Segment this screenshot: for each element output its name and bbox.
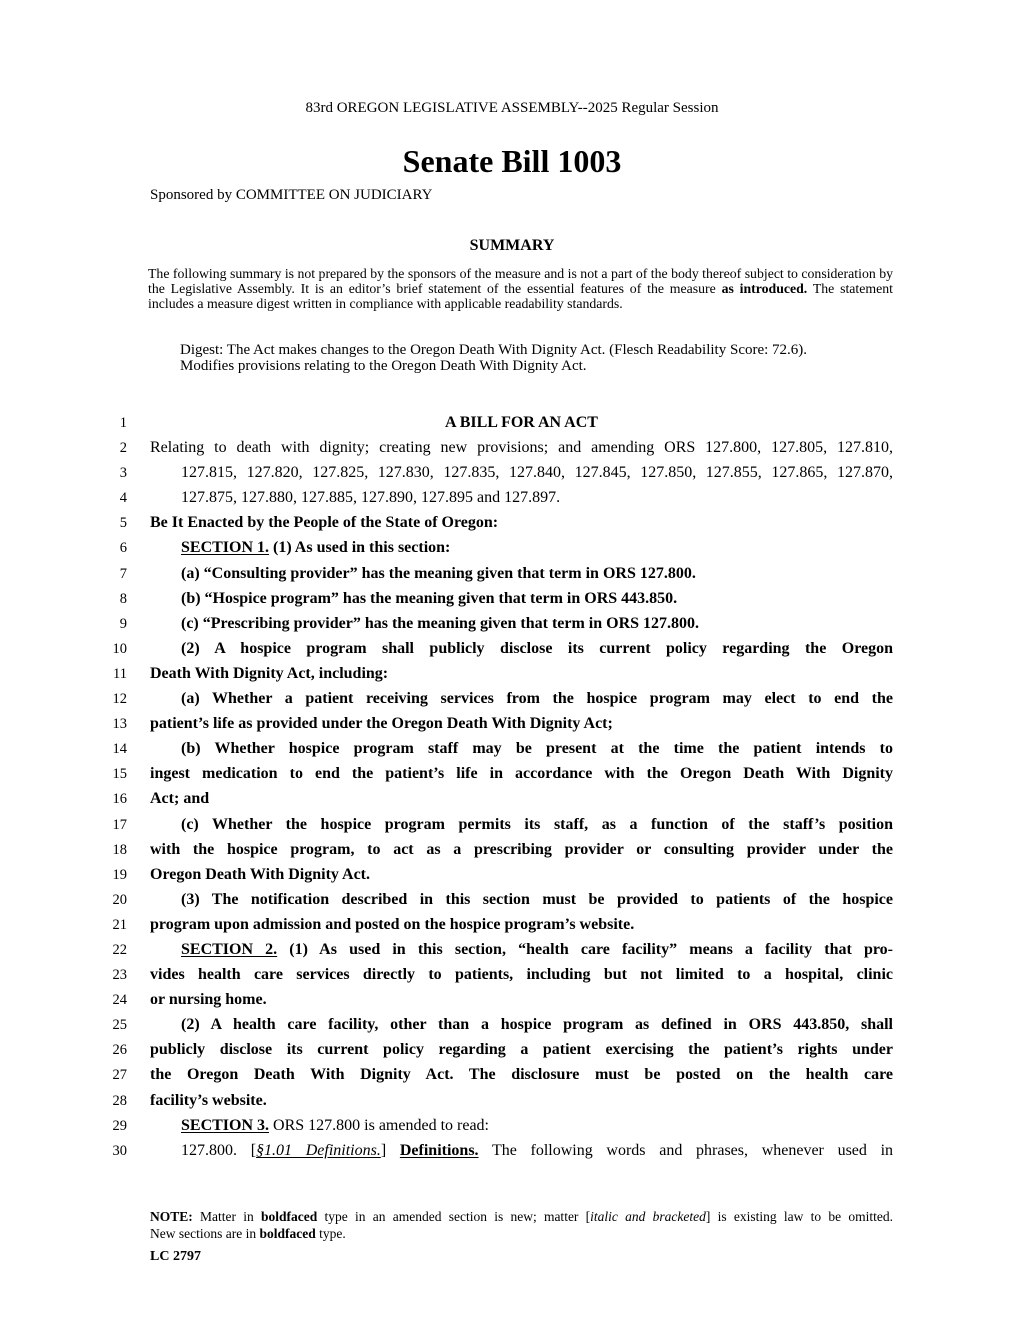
- bold-text: SECTION 3.: [181, 1116, 270, 1134]
- line-number: 25: [112, 1017, 127, 1034]
- bill-line: [0, 435, 1024, 460]
- line-content: [150, 812, 893, 837]
- bold-text: program upon admission and posted on the hospice program’s website.: [150, 915, 635, 933]
- bold-text: Act; and: [150, 790, 210, 808]
- bold-text: Be It Enacted by the People of the State of Oregon:: [150, 514, 499, 532]
- line-content: [150, 460, 893, 485]
- line-number: 30: [112, 1142, 127, 1159]
- note-line: [150, 1209, 893, 1226]
- bold-text: boldfaced: [259, 1225, 316, 1241]
- bold-text: (b) Whether hospice program staff may be present at the time the patient intends to: [181, 740, 893, 758]
- bill-line: [0, 862, 1024, 887]
- bold-text: (b) “Hospice program” has the meaning given that term in ORS 443.850.: [181, 589, 678, 607]
- line-number: 16: [112, 791, 127, 808]
- line-number: 8: [119, 590, 127, 607]
- line-number: 20: [112, 891, 127, 908]
- bill-line: [0, 912, 1024, 937]
- bill-body: [0, 410, 1024, 1163]
- line-content: [150, 661, 893, 686]
- line-content: [150, 686, 893, 711]
- bill-line: [0, 636, 1024, 661]
- line-number: 17: [112, 816, 127, 833]
- text-run: ORS 127.800 is amended to read:: [269, 1116, 489, 1134]
- bold-text: the Oregon Death With Dignity Act. The disclosure must be posted on the health care: [150, 1066, 893, 1084]
- bill-line: [0, 611, 1024, 636]
- line-number: 14: [112, 741, 127, 758]
- bold-text: as introduced.: [721, 281, 808, 296]
- text-run: The following summary is not prepared by the sponsors of the measure and is not a part of the body thereof subject to consideration by the Legislative Assembly. It is an editor’s brief statement of the essential features of the measure: [148, 266, 893, 296]
- line-number: 5: [119, 515, 127, 532]
- line-number: 2: [119, 440, 127, 457]
- line-number: 28: [112, 1092, 127, 1109]
- text-run: 127.875, 127.880, 127.885, 127.890, 127.895 and 127.897.: [181, 489, 561, 507]
- line-number: 3: [119, 465, 127, 482]
- text-run: The following words and phrases, whenever used in: [478, 1141, 894, 1159]
- line-number: 13: [112, 716, 127, 733]
- bold-text: Oregon Death With Dignity Act.: [150, 865, 371, 883]
- note-block: [150, 1209, 893, 1242]
- line-number: 1: [119, 415, 127, 431]
- line-number: 19: [112, 866, 127, 883]
- digest-paragraph: Digest: The Act makes changes to the Oregon Death With Dignity Act. (Flesch Readability Score: 72.6).: [180, 342, 808, 358]
- line-number: 22: [112, 941, 127, 958]
- bold-text: vides health care services directly to patients, including but not limited to a hospital, clinic: [150, 966, 893, 984]
- bold-text: publicly disclose its current policy regarding a patient exercising the patient’s rights under: [150, 1041, 893, 1059]
- line-content: [150, 786, 893, 811]
- bold-text: NOTE:: [150, 1209, 193, 1224]
- bill-line: [0, 535, 1024, 560]
- line-number: 6: [119, 540, 127, 557]
- bill-line: [0, 1088, 1024, 1113]
- line-content: [150, 510, 893, 535]
- bill-line: [0, 761, 1024, 786]
- bill-line: [0, 561, 1024, 586]
- bold-text: patient’s life as provided under the Oregon Death With Dignity Act;: [150, 715, 613, 733]
- line-content: [150, 761, 893, 786]
- bill-line: [0, 786, 1024, 811]
- bold-text: (a) “Consulting provider” has the meaning given that term in ORS 127.800.: [181, 564, 696, 582]
- bold-text: (2) A health care facility, other than a hospice program as defined in ORS 443.850, shall: [181, 1016, 893, 1034]
- session-header: 83rd OREGON LEGISLATIVE ASSEMBLY--2025 Regular Session: [305, 100, 719, 116]
- bill-title: Senate Bill 1003: [402, 143, 622, 179]
- line-content: [150, 962, 893, 987]
- line-number: 4: [119, 490, 127, 507]
- line-content: [150, 561, 893, 586]
- line-content: [150, 636, 893, 661]
- bold-text: (c) “Prescribing provider” has the meaning given that term in ORS 127.800.: [181, 614, 700, 632]
- line-content: [150, 1113, 893, 1138]
- bill-line: [0, 711, 1024, 736]
- bill-line: [0, 460, 1024, 485]
- bold-text: boldfaced: [261, 1209, 318, 1224]
- line-content: [150, 862, 893, 887]
- line-number: 26: [112, 1042, 127, 1059]
- line-content: [150, 1138, 893, 1163]
- digest-block: [150, 342, 893, 375]
- line-content: [150, 736, 893, 761]
- line-number: 11: [113, 665, 127, 682]
- bold-text: SECTION 2.: [181, 940, 278, 958]
- bold-text: ingest medication to end the patient’s life in accordance with the Oregon Death With Dignity: [150, 765, 893, 783]
- digest-paragraph: Modifies provisions relating to the Oregon Death With Dignity Act.: [180, 358, 587, 375]
- line-number: 15: [112, 766, 127, 783]
- line-content: [150, 1062, 893, 1087]
- line-content: [150, 987, 893, 1012]
- line-content: [150, 485, 893, 510]
- line-number: 23: [112, 967, 127, 984]
- bill-line: [0, 1037, 1024, 1062]
- summary-heading: SUMMARY: [469, 237, 555, 254]
- bold-text: (3) The notification described in this section must be provided to patients of the hospice: [181, 890, 893, 908]
- line-content: [150, 837, 893, 862]
- line-content: [150, 410, 893, 435]
- text-run: type in an amended section is new; matter [: [317, 1209, 591, 1224]
- bill-line: [0, 485, 1024, 510]
- bill-line: [0, 510, 1024, 535]
- line-number: 12: [112, 691, 127, 708]
- line-content: [150, 611, 893, 636]
- line-content: [150, 937, 893, 962]
- bill-line: [0, 410, 1024, 435]
- line-number: 9: [119, 615, 127, 632]
- bold-text: or nursing home.: [150, 991, 267, 1009]
- bill-line: [0, 1062, 1024, 1087]
- italic-text: §1.01 Definitions.: [256, 1141, 381, 1159]
- line-content: [150, 1037, 893, 1062]
- line-content: [150, 1088, 893, 1113]
- line-content: [150, 586, 893, 611]
- bill-line: [0, 736, 1024, 761]
- text-run: ] is existing law to be omitted.: [705, 1209, 893, 1224]
- bill-line: [0, 1113, 1024, 1138]
- text-run: Relating to death with dignity; creating new provisions; and amending ORS 127.800, 127.805, 127.810,: [150, 439, 893, 457]
- bill-line: [0, 1138, 1024, 1163]
- bold-text: (1) As used in this section, “health care facility” means a facility that pro-: [277, 940, 893, 958]
- bill-line: [0, 837, 1024, 862]
- bold-text: facility’s website.: [150, 1091, 267, 1109]
- bold-text: SECTION 1.: [181, 539, 270, 557]
- text-run: 127.815, 127.820, 127.825, 127.830, 127.835, 127.840, 127.845, 127.850, 127.855, 127.865, 127.870,: [181, 464, 893, 482]
- bold-text: A BILL FOR AN ACT: [445, 414, 598, 431]
- bold-text: Definitions.: [399, 1141, 479, 1159]
- bold-text: with the hospice program, to act as a prescribing provider or consulting provider under the: [150, 840, 893, 858]
- bill-line: [0, 661, 1024, 686]
- line-number: 29: [112, 1117, 127, 1134]
- text-run: New sections are in: [150, 1225, 260, 1241]
- text-run: Matter in: [192, 1209, 261, 1224]
- line-number: 10: [112, 640, 127, 657]
- bill-line: [0, 686, 1024, 711]
- text-run: The statement includes a measure digest written in compliance with applicable readability standards.: [148, 281, 893, 311]
- text-run: ]: [380, 1141, 400, 1159]
- bold-text: Death With Dignity Act, including:: [150, 664, 389, 682]
- bill-line: [0, 812, 1024, 837]
- sponsored-by-line: Sponsored by COMMITTEE ON JUDICIARY: [150, 187, 433, 203]
- text-run: 127.800. [: [181, 1141, 257, 1159]
- italic-text: italic and bracketed: [590, 1209, 706, 1224]
- bold-text: (a) Whether a patient receiving services from the hospice program may elect to end the: [181, 690, 893, 708]
- line-number: 7: [119, 565, 127, 582]
- bold-text: (1) As used in this section:: [269, 539, 451, 557]
- bill-line: [0, 586, 1024, 611]
- bill-line: [0, 937, 1024, 962]
- text-run: type.: [315, 1225, 346, 1241]
- line-number: 24: [112, 992, 127, 1009]
- lc-number: LC 2797: [150, 1249, 201, 1264]
- line-content: [150, 711, 893, 736]
- bold-text: (2) A hospice program shall publicly disclose its current policy regarding the Oregon: [181, 639, 893, 657]
- line-number: 27: [112, 1067, 127, 1084]
- line-content: [150, 1012, 893, 1037]
- bill-line: [0, 962, 1024, 987]
- line-number: 18: [112, 841, 127, 858]
- line-content: [150, 535, 893, 560]
- line-content: [150, 887, 893, 912]
- note-line: [150, 1226, 893, 1243]
- line-content: [150, 912, 893, 937]
- line-number: 21: [112, 916, 127, 933]
- bill-line: [0, 987, 1024, 1012]
- bill-line: [0, 1012, 1024, 1037]
- bold-text: (c) Whether the hospice program permits its staff, as a function of the staff’s position: [181, 815, 893, 833]
- bill-line: [0, 887, 1024, 912]
- summary-paragraph: [148, 266, 893, 311]
- line-content: [150, 435, 893, 460]
